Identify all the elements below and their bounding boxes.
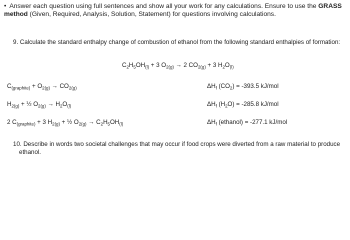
reaction-arrow-icon: →	[49, 83, 60, 90]
instructions	[4, 3, 344, 19]
enthalpy-ethanol: $\Delta H_f$ (ethanol) = -277.1 kJ/mol	[207, 119, 288, 127]
enthalpy-co2: $\Delta H_f$ $(CO_2) = -393.5$ kJ/mol	[207, 83, 279, 91]
bullet-icon: •	[4, 3, 7, 10]
reaction-arrow-icon: →	[45, 101, 56, 108]
question-10-line2: ethanol.	[19, 149, 42, 157]
formation-equation-h2o: $H_{2(g)}$ + ½ $O_{2(g)} \to H_2O_{(l)}$	[7, 101, 72, 109]
formation-equation-co2: $C_{(graphite)} + O_{2(g)} \to CO_{2(g)}$	[7, 83, 77, 91]
question-9: 9. Calculate the standard enthalpy change of combustion of ethanol from the following standard enthalpies of formation:	[13, 39, 341, 46]
enthalpy-h2o: $\Delta H_f$ $(H_2O) = -285.8$ kJ/mol	[207, 101, 279, 109]
instructions-text-start: Answer each question using full sentences and show all your work for any calculations. Ensure to use the	[9, 3, 319, 10]
reaction-arrow-icon: →	[173, 62, 184, 69]
question-10-line1: 10. Describe in words two societal challenges that may occur if food crops were diverted from a raw material to produce	[13, 141, 341, 148]
question-10	[13, 141, 343, 158]
formation-equation-ethanol: 2 $C_{(graphite)} + 3$ $H_{2(g)}$ + ½ $O_{2(g)} \to C_2H_5OH_{(l)}$	[7, 119, 124, 127]
reaction-arrow-icon: →	[86, 119, 97, 126]
instructions-text-end: (Given, Required, Analysis, Solution, Statement) for questions involving calculations.	[27, 11, 276, 19]
combustion-equation: $C_2H_5OH_{(l)} + 3$ $O_{2(g)} \to 2$ $CO_{2(g)} + 3$ $H_2O_{(l)}$	[122, 62, 234, 70]
grass-method-label: GRASS method	[4, 3, 342, 19]
